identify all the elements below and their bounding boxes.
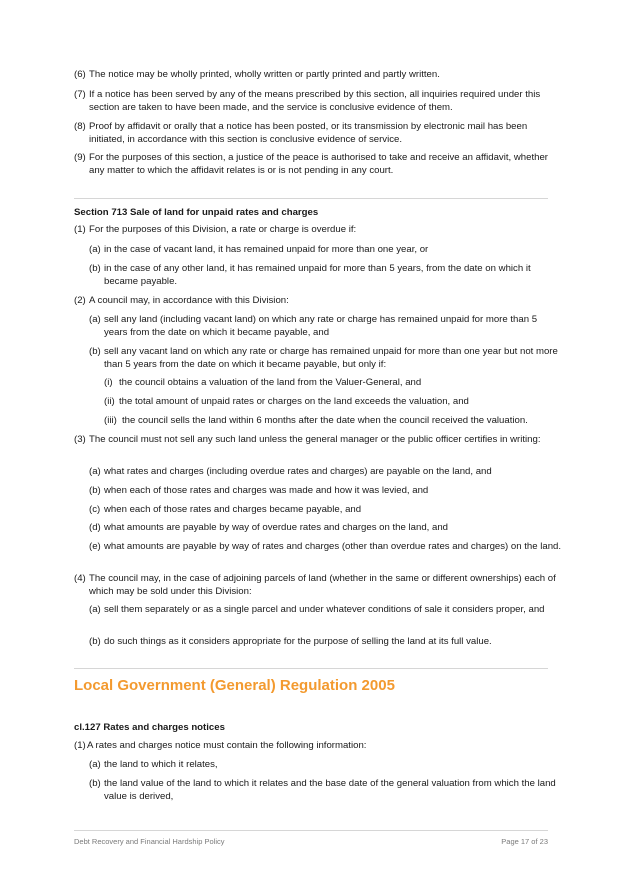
clause-text: sell them separately or as a single parcel and under whatever conditions of sale it considers proper, and	[104, 604, 545, 615]
clause-text: If a notice has been served by any of the means prescribed by this section, all inquiries required under this section are taken to have been made, and the service is conclusive evidence of them.	[89, 89, 541, 113]
clause-number: (b)	[89, 485, 101, 496]
clause-text: For the purposes of this section, a justice of the peace is authorised to take and receive an affidavit, whether any matter to which the affidavit relates is or is not pending in any court.	[89, 152, 548, 176]
clause-text: the land to which it relates,	[104, 759, 218, 770]
clause-number: (8)	[74, 121, 86, 132]
s713-clause-3a	[89, 466, 563, 479]
clause-text: A council may, in accordance with this Division:	[89, 295, 289, 306]
s713-clause-2a	[89, 314, 563, 339]
clause-6	[74, 69, 563, 82]
footer-page-number: Page 17 of 23	[501, 837, 548, 846]
reg-clause-1a	[89, 759, 563, 772]
clause-text: in the case of any other land, it has remained unpaid for more than 5 years, from the date on which it became payable.	[104, 263, 531, 287]
s713-clause-2b	[89, 346, 563, 371]
s713-clause-1a	[89, 244, 563, 257]
section-heading: Section 713 Sale of land for unpaid rates and charges	[74, 207, 319, 218]
clause-text: Proof by affidavit or orally that a notice has been posted, or its transmission by electronic mail has been initiated, in accordance with this section is conclusive evidence of service.	[89, 121, 528, 145]
clause-number: (a)	[89, 759, 101, 770]
clause-text: in the case of vacant land, it has remained unpaid for more than one year, or	[104, 244, 429, 255]
s713-clause-1	[74, 224, 563, 237]
s713-clause-3e	[89, 541, 563, 554]
clause-number: (c)	[89, 504, 101, 515]
clause-number: (2)	[74, 295, 86, 306]
clause-text: sell any land (including vacant land) on which any rate or charge has remained unpaid for more than 5 years from the date on which it became payable, and	[104, 314, 538, 338]
s713-clause-4	[74, 573, 563, 598]
reg-clause-1	[74, 740, 561, 753]
clause-number: (b)	[89, 346, 101, 357]
clause-text: the council sells the land within 6 months after the date when the council received the valuation.	[122, 415, 528, 426]
clause-text: what amounts are payable by way of rates and charges (other than overdue rates and charges) on the land.	[104, 541, 562, 552]
s713-clause-4b	[89, 636, 563, 649]
section-divider	[74, 668, 548, 669]
clause-text: A rates and charges notice must contain the following information:	[87, 740, 367, 751]
clause-number: (6)	[74, 69, 86, 80]
clause-number: (i)	[104, 377, 113, 388]
s713-clause-3b	[89, 485, 563, 498]
clause-text: when each of those rates and charges was made and how it was levied, and	[104, 485, 429, 496]
clause-number: (ii)	[104, 396, 115, 407]
clause-number: (1)	[74, 224, 86, 235]
clause-number: (iii)	[104, 415, 117, 426]
clause-text: The council must not sell any such land unless the general manager or the public officer certifies in writing:	[89, 434, 541, 445]
clause-number: (e)	[89, 541, 101, 552]
clause-number: (b)	[89, 778, 101, 789]
clause-number: (7)	[74, 89, 86, 100]
clause-number: (d)	[89, 522, 101, 533]
clause-9	[74, 152, 563, 177]
clause-number: (a)	[89, 604, 101, 615]
clause-text: what rates and charges (including overdue rates and charges) are payable on the land, and	[104, 466, 492, 477]
clause-7	[74, 89, 563, 114]
clause-8	[74, 121, 563, 146]
s713-clause-3d	[89, 522, 563, 535]
clause-text: what amounts are payable by way of overdue rates and charges on the land, and	[104, 522, 448, 533]
clause-number: (4)	[74, 573, 86, 584]
clause-number: (a)	[89, 466, 101, 477]
s713-clause-2b-iii	[104, 415, 563, 428]
clause-text: For the purposes of this Division, a rate or charge is overdue if:	[89, 224, 357, 235]
clause-number: (3)	[74, 434, 86, 445]
clause-text: sell any vacant land on which any rate or charge has remained unpaid for more than one year but not more than 5 years from the date on which it became payable, but only if:	[104, 346, 558, 370]
footer-divider	[74, 830, 548, 831]
clause-number: (b)	[89, 263, 101, 274]
reg-clause-1b	[89, 778, 563, 803]
footer-document-title: Debt Recovery and Financial Hardship Policy	[74, 837, 225, 846]
s713-clause-2b-i	[104, 377, 563, 390]
clause-heading: cl.127 Rates and charges notices	[74, 722, 225, 733]
s713-clause-4a	[89, 604, 563, 617]
clause-text: the land value of the land to which it relates and the base date of the general valuation from which the land value is derived,	[104, 778, 556, 802]
clause-text: The council may, in the case of adjoining parcels of land (whether in the same or different ownerships) each of which may be sold under this Division:	[89, 573, 556, 597]
clause-text: The notice may be wholly printed, wholly written or partly printed and partly written.	[89, 69, 440, 80]
s713-clause-2b-ii	[104, 396, 563, 409]
clause-text: do such things as it considers appropriate for the purpose of selling the land at its full value.	[104, 636, 492, 647]
s713-clause-3c	[89, 504, 563, 517]
section-divider	[74, 198, 548, 199]
clause-text: the council obtains a valuation of the land from the Valuer-General, and	[119, 377, 422, 388]
clause-number: (b)	[89, 636, 101, 647]
clause-number: (a)	[89, 244, 101, 255]
clause-number: (9)	[74, 152, 86, 163]
clause-number: (a)	[89, 314, 101, 325]
clause-text: when each of those rates and charges became payable, and	[104, 504, 362, 515]
clause-text: the total amount of unpaid rates or charges on the land exceeds the valuation, and	[119, 396, 469, 407]
s713-clause-3	[74, 434, 563, 447]
clause-number: (1)	[74, 740, 86, 751]
regulation-title: Local Government (General) Regulation 2005	[74, 677, 395, 694]
s713-clause-2	[74, 295, 563, 308]
s713-clause-1b	[89, 263, 563, 288]
